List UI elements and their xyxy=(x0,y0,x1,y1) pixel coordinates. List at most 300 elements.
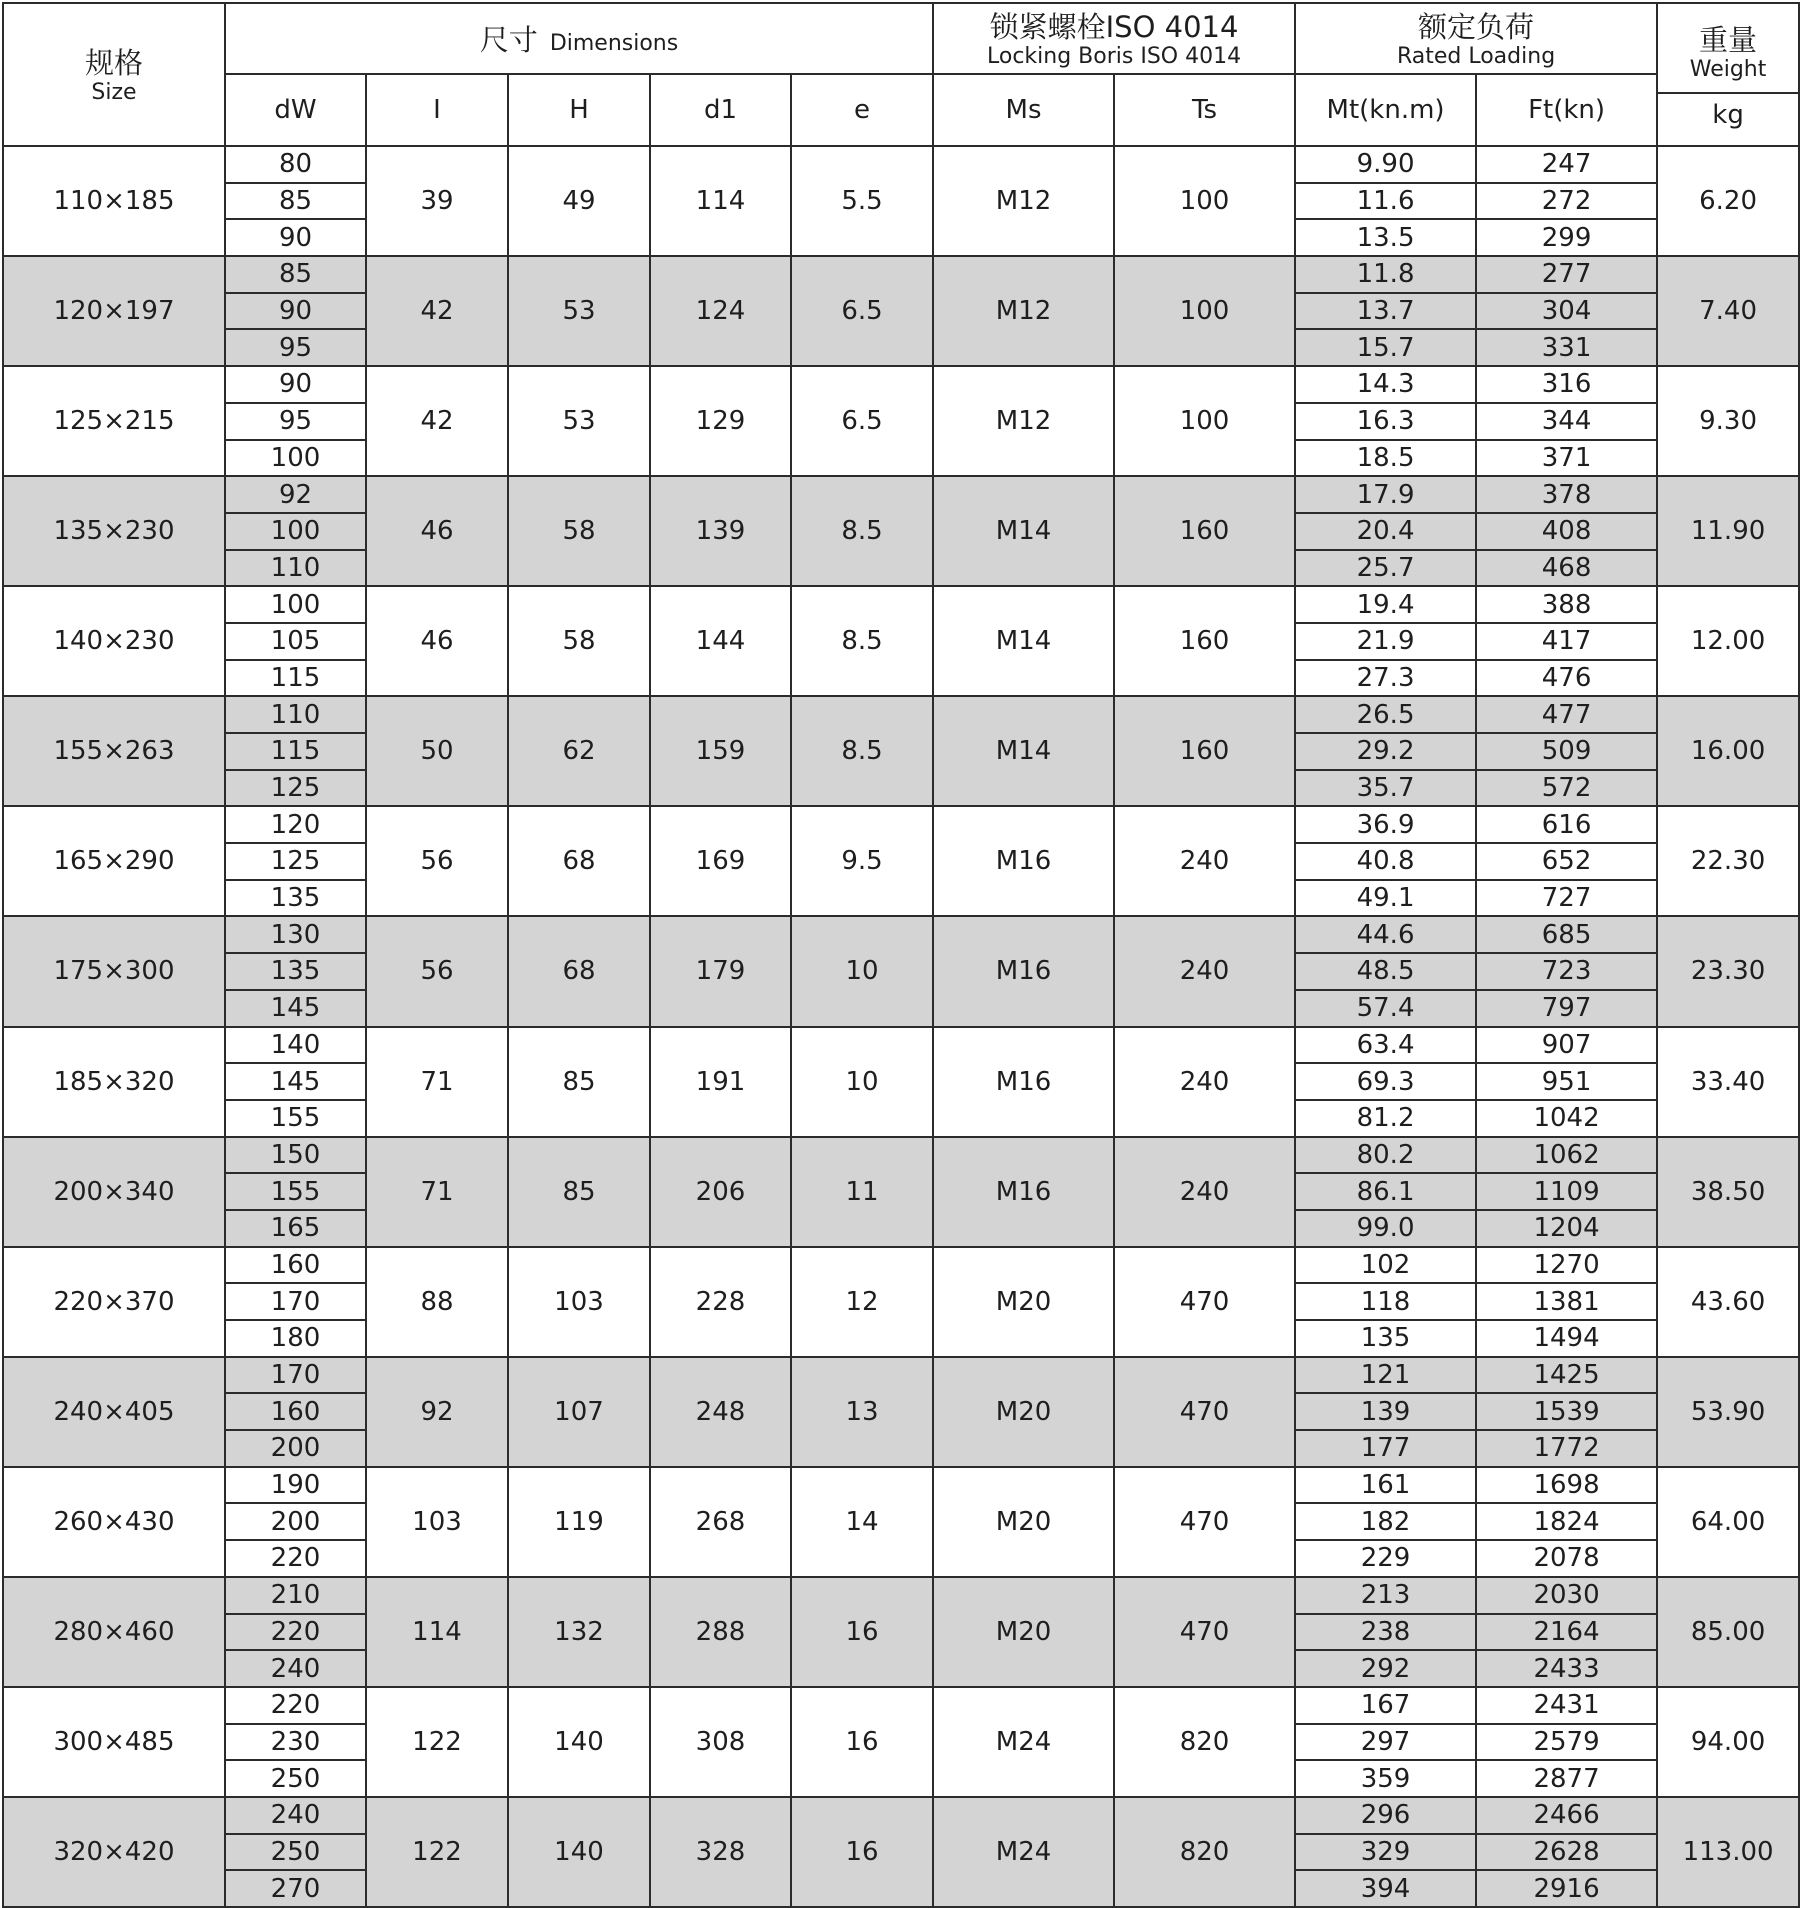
ft-cell: 652 xyxy=(1476,843,1657,880)
dim-e-cell: 5.5 xyxy=(791,146,933,256)
mt-cell: 57.4 xyxy=(1295,990,1476,1027)
ft-cell: 371 xyxy=(1476,440,1657,477)
bolt-ts-cell: 240 xyxy=(1114,806,1295,916)
weight-cell: 12.00 xyxy=(1657,586,1799,696)
table-row xyxy=(3,1247,1799,1284)
table-row xyxy=(3,366,1799,403)
ft-cell: 417 xyxy=(1476,623,1657,660)
table-row xyxy=(3,256,1799,293)
ft-cell: 388 xyxy=(1476,586,1657,623)
dw-cell: 100 xyxy=(225,440,366,477)
dw-cell: 145 xyxy=(225,990,366,1027)
dim-h-cell: 140 xyxy=(508,1687,650,1797)
dim-e-cell: 8.5 xyxy=(791,476,933,586)
mt-cell: 16.3 xyxy=(1295,403,1476,440)
col-header-h: H xyxy=(508,74,650,146)
dim-h-cell: 49 xyxy=(508,146,650,256)
dim-e-cell: 12 xyxy=(791,1247,933,1357)
bolt-ms-cell: M24 xyxy=(933,1687,1114,1797)
weight-unit: kg xyxy=(1658,92,1798,130)
dw-cell: 90 xyxy=(225,366,366,403)
bolt-ts-cell: 160 xyxy=(1114,696,1295,806)
mt-cell: 292 xyxy=(1295,1650,1476,1687)
mt-cell: 35.7 xyxy=(1295,770,1476,807)
mt-cell: 48.5 xyxy=(1295,953,1476,990)
dw-cell: 120 xyxy=(225,806,366,843)
bolt-ms-cell: M14 xyxy=(933,696,1114,806)
mt-cell: 13.5 xyxy=(1295,219,1476,256)
dim-i-cell: 92 xyxy=(366,1357,508,1467)
dim-d1-cell: 308 xyxy=(650,1687,791,1797)
table-row xyxy=(3,1357,1799,1394)
dim-h-cell: 58 xyxy=(508,586,650,696)
bolt-ms-cell: M16 xyxy=(933,1027,1114,1137)
mt-cell: 167 xyxy=(1295,1687,1476,1724)
mt-cell: 49.1 xyxy=(1295,880,1476,917)
dim-h-cell: 53 xyxy=(508,256,650,366)
size-cell: 155×263 xyxy=(3,696,225,806)
dw-cell: 160 xyxy=(225,1247,366,1284)
ft-cell: 1824 xyxy=(1476,1503,1657,1540)
dim-h-cell: 58 xyxy=(508,476,650,586)
size-cell: 135×230 xyxy=(3,476,225,586)
col-header-i: I xyxy=(366,74,508,146)
dim-e-cell: 10 xyxy=(791,916,933,1026)
mt-cell: 135 xyxy=(1295,1320,1476,1357)
dim-h-cell: 85 xyxy=(508,1027,650,1137)
dim-d1-cell: 206 xyxy=(650,1137,791,1247)
ft-cell: 331 xyxy=(1476,329,1657,366)
table-row xyxy=(3,586,1799,623)
ft-cell: 2030 xyxy=(1476,1577,1657,1614)
dim-e-cell: 16 xyxy=(791,1687,933,1797)
dw-cell: 85 xyxy=(225,256,366,293)
weight-header xyxy=(1657,3,1799,146)
dw-cell: 105 xyxy=(225,623,366,660)
bolt-ms-cell: M12 xyxy=(933,256,1114,366)
dw-cell: 135 xyxy=(225,880,366,917)
dw-cell: 170 xyxy=(225,1283,366,1320)
table-row xyxy=(3,1577,1799,1614)
dim-i-cell: 42 xyxy=(366,256,508,366)
bolt-ms-cell: M14 xyxy=(933,586,1114,696)
ft-cell: 316 xyxy=(1476,366,1657,403)
weight-cell: 94.00 xyxy=(1657,1687,1799,1797)
ft-cell: 1109 xyxy=(1476,1173,1657,1210)
dim-h-cell: 103 xyxy=(508,1247,650,1357)
bolt-ts-cell: 470 xyxy=(1114,1247,1295,1357)
table-row xyxy=(3,146,1799,183)
dw-cell: 125 xyxy=(225,843,366,880)
locking-bolts-header-zh: 锁紧螺栓ISO 4014 xyxy=(989,9,1239,44)
col-header-dw: dW xyxy=(225,74,366,146)
ft-cell: 509 xyxy=(1476,733,1657,770)
dim-h-cell: 107 xyxy=(508,1357,650,1467)
mt-cell: 14.3 xyxy=(1295,366,1476,403)
dw-cell: 230 xyxy=(225,1724,366,1761)
dw-cell: 210 xyxy=(225,1577,366,1614)
ft-cell: 1772 xyxy=(1476,1430,1657,1467)
dim-h-cell: 132 xyxy=(508,1577,650,1687)
ft-cell: 1494 xyxy=(1476,1320,1657,1357)
dim-e-cell: 9.5 xyxy=(791,806,933,916)
dw-cell: 180 xyxy=(225,1320,366,1357)
weight-cell: 113.00 xyxy=(1657,1797,1799,1907)
dw-cell: 160 xyxy=(225,1393,366,1430)
ft-cell: 2431 xyxy=(1476,1687,1657,1724)
size-cell: 300×485 xyxy=(3,1687,225,1797)
ft-cell: 2078 xyxy=(1476,1540,1657,1577)
dw-cell: 155 xyxy=(225,1100,366,1137)
size-cell: 140×230 xyxy=(3,586,225,696)
mt-cell: 86.1 xyxy=(1295,1173,1476,1210)
ft-cell: 2916 xyxy=(1476,1870,1657,1907)
bolt-ts-cell: 470 xyxy=(1114,1357,1295,1467)
bolt-ts-cell: 240 xyxy=(1114,1137,1295,1247)
dw-cell: 220 xyxy=(225,1540,366,1577)
dw-cell: 240 xyxy=(225,1650,366,1687)
ft-cell: 1425 xyxy=(1476,1357,1657,1394)
rated-loading-header xyxy=(1295,3,1657,74)
weight-cell: 85.00 xyxy=(1657,1577,1799,1687)
dim-d1-cell: 328 xyxy=(650,1797,791,1907)
spec-table xyxy=(2,2,1800,1908)
col-header-ft: Ft(kn) xyxy=(1476,74,1657,146)
dw-cell: 95 xyxy=(225,403,366,440)
dw-cell: 155 xyxy=(225,1173,366,1210)
locking-bolts-header xyxy=(933,3,1295,74)
mt-cell: 9.90 xyxy=(1295,146,1476,183)
weight-cell: 33.40 xyxy=(1657,1027,1799,1137)
size-cell: 200×340 xyxy=(3,1137,225,1247)
col-header-d1: d1 xyxy=(650,74,791,146)
dim-d1-cell: 191 xyxy=(650,1027,791,1137)
mt-cell: 238 xyxy=(1295,1614,1476,1651)
ft-cell: 468 xyxy=(1476,550,1657,587)
weight-cell: 43.60 xyxy=(1657,1247,1799,1357)
size-cell: 120×197 xyxy=(3,256,225,366)
weight-cell: 22.30 xyxy=(1657,806,1799,916)
mt-cell: 69.3 xyxy=(1295,1063,1476,1100)
dim-i-cell: 39 xyxy=(366,146,508,256)
bolt-ms-cell: M16 xyxy=(933,806,1114,916)
dw-cell: 250 xyxy=(225,1760,366,1797)
ft-cell: 2628 xyxy=(1476,1834,1657,1871)
ft-cell: 272 xyxy=(1476,183,1657,220)
bolt-ts-cell: 100 xyxy=(1114,366,1295,476)
bolt-ts-cell: 470 xyxy=(1114,1467,1295,1577)
weight-cell: 7.40 xyxy=(1657,256,1799,366)
dim-e-cell: 13 xyxy=(791,1357,933,1467)
dw-cell: 250 xyxy=(225,1834,366,1871)
ft-cell: 1062 xyxy=(1476,1137,1657,1174)
weight-cell: 64.00 xyxy=(1657,1467,1799,1577)
mt-cell: 99.0 xyxy=(1295,1210,1476,1247)
table-row xyxy=(3,1687,1799,1724)
mt-cell: 18.5 xyxy=(1295,440,1476,477)
dw-cell: 270 xyxy=(225,1870,366,1907)
size-header-zh: 规格 xyxy=(84,45,143,80)
size-cell: 110×185 xyxy=(3,146,225,256)
mt-cell: 25.7 xyxy=(1295,550,1476,587)
dw-cell: 135 xyxy=(225,953,366,990)
dim-d1-cell: 139 xyxy=(650,476,791,586)
weight-cell: 11.90 xyxy=(1657,476,1799,586)
ft-cell: 572 xyxy=(1476,770,1657,807)
bolt-ms-cell: M24 xyxy=(933,1797,1114,1907)
dimensions-header xyxy=(225,3,933,74)
dimensions-header-zh: 尺寸 xyxy=(479,23,538,57)
ft-cell: 408 xyxy=(1476,513,1657,550)
ft-cell: 1698 xyxy=(1476,1467,1657,1504)
table-row xyxy=(3,1027,1799,1064)
mt-cell: 118 xyxy=(1295,1283,1476,1320)
col-header-e: e xyxy=(791,74,933,146)
mt-cell: 213 xyxy=(1295,1577,1476,1614)
rated-loading-header-zh: 额定负荷 xyxy=(1418,9,1535,44)
dw-cell: 200 xyxy=(225,1503,366,1540)
mt-cell: 80.2 xyxy=(1295,1137,1476,1174)
bolt-ts-cell: 820 xyxy=(1114,1797,1295,1907)
ft-cell: 723 xyxy=(1476,953,1657,990)
size-cell: 260×430 xyxy=(3,1467,225,1577)
dim-e-cell: 6.5 xyxy=(791,366,933,476)
size-cell: 220×370 xyxy=(3,1247,225,1357)
dim-h-cell: 140 xyxy=(508,1797,650,1907)
ft-cell: 616 xyxy=(1476,806,1657,843)
dim-i-cell: 103 xyxy=(366,1467,508,1577)
size-cell: 240×405 xyxy=(3,1357,225,1467)
dim-d1-cell: 129 xyxy=(650,366,791,476)
bolt-ms-cell: M20 xyxy=(933,1467,1114,1577)
weight-cell: 6.20 xyxy=(1657,146,1799,256)
dw-cell: 100 xyxy=(225,586,366,623)
dw-cell: 80 xyxy=(225,146,366,183)
dw-cell: 150 xyxy=(225,1137,366,1174)
table-row xyxy=(3,1797,1799,1834)
dw-cell: 110 xyxy=(225,550,366,587)
bolt-ms-cell: M16 xyxy=(933,916,1114,1026)
dw-cell: 170 xyxy=(225,1357,366,1394)
ft-cell: 2433 xyxy=(1476,1650,1657,1687)
mt-cell: 44.6 xyxy=(1295,916,1476,953)
bolt-ts-cell: 100 xyxy=(1114,256,1295,366)
bolt-ts-cell: 240 xyxy=(1114,916,1295,1026)
bolt-ts-cell: 240 xyxy=(1114,1027,1295,1137)
ft-cell: 1270 xyxy=(1476,1247,1657,1284)
ft-cell: 727 xyxy=(1476,880,1657,917)
mt-cell: 29.2 xyxy=(1295,733,1476,770)
dw-cell: 240 xyxy=(225,1797,366,1834)
ft-cell: 277 xyxy=(1476,256,1657,293)
dw-cell: 140 xyxy=(225,1027,366,1064)
dim-i-cell: 46 xyxy=(366,586,508,696)
table-row xyxy=(3,1137,1799,1174)
mt-cell: 19.4 xyxy=(1295,586,1476,623)
bolt-ts-cell: 160 xyxy=(1114,476,1295,586)
ft-cell: 1204 xyxy=(1476,1210,1657,1247)
dim-d1-cell: 159 xyxy=(650,696,791,806)
mt-cell: 161 xyxy=(1295,1467,1476,1504)
dim-e-cell: 6.5 xyxy=(791,256,933,366)
weight-cell: 38.50 xyxy=(1657,1137,1799,1247)
size-header xyxy=(3,3,225,146)
size-cell: 125×215 xyxy=(3,366,225,476)
bolt-ms-cell: M12 xyxy=(933,366,1114,476)
dim-h-cell: 119 xyxy=(508,1467,650,1577)
dw-cell: 115 xyxy=(225,733,366,770)
ft-cell: 1381 xyxy=(1476,1283,1657,1320)
dw-cell: 165 xyxy=(225,1210,366,1247)
weight-cell: 16.00 xyxy=(1657,696,1799,806)
ft-cell: 2164 xyxy=(1476,1614,1657,1651)
mt-cell: 36.9 xyxy=(1295,806,1476,843)
dw-cell: 110 xyxy=(225,696,366,733)
table-header xyxy=(3,3,1799,146)
dim-e-cell: 16 xyxy=(791,1797,933,1907)
weight-header-zh: 重量 xyxy=(1699,23,1758,57)
mt-cell: 27.3 xyxy=(1295,660,1476,697)
dw-cell: 100 xyxy=(225,513,366,550)
dim-h-cell: 68 xyxy=(508,916,650,1026)
dim-d1-cell: 228 xyxy=(650,1247,791,1357)
dim-i-cell: 50 xyxy=(366,696,508,806)
dim-d1-cell: 248 xyxy=(650,1357,791,1467)
ft-cell: 951 xyxy=(1476,1063,1657,1100)
mt-cell: 20.4 xyxy=(1295,513,1476,550)
ft-cell: 2877 xyxy=(1476,1760,1657,1797)
dw-cell: 90 xyxy=(225,293,366,330)
mt-cell: 17.9 xyxy=(1295,476,1476,513)
dim-e-cell: 16 xyxy=(791,1577,933,1687)
dw-cell: 190 xyxy=(225,1467,366,1504)
dim-e-cell: 10 xyxy=(791,1027,933,1137)
bolt-ts-cell: 160 xyxy=(1114,586,1295,696)
bolt-ts-cell: 820 xyxy=(1114,1687,1295,1797)
dim-i-cell: 71 xyxy=(366,1027,508,1137)
bolt-ms-cell: M20 xyxy=(933,1577,1114,1687)
dw-cell: 145 xyxy=(225,1063,366,1100)
dim-e-cell: 8.5 xyxy=(791,586,933,696)
mt-cell: 182 xyxy=(1295,1503,1476,1540)
mt-cell: 359 xyxy=(1295,1760,1476,1797)
dw-cell: 200 xyxy=(225,1430,366,1467)
locking-bolts-header-en: Locking Boris ISO 4014 xyxy=(986,43,1242,69)
ft-cell: 685 xyxy=(1476,916,1657,953)
bolt-ms-cell: M20 xyxy=(933,1357,1114,1467)
bolt-ms-cell: M14 xyxy=(933,476,1114,586)
mt-cell: 11.6 xyxy=(1295,183,1476,220)
dimensions-header-en: Dimensions xyxy=(549,31,679,56)
mt-cell: 63.4 xyxy=(1295,1027,1476,1064)
dim-d1-cell: 124 xyxy=(650,256,791,366)
dim-e-cell: 14 xyxy=(791,1467,933,1577)
dw-cell: 115 xyxy=(225,660,366,697)
dim-i-cell: 122 xyxy=(366,1797,508,1907)
dim-h-cell: 68 xyxy=(508,806,650,916)
bolt-ms-cell: M20 xyxy=(933,1247,1114,1357)
dim-h-cell: 62 xyxy=(508,696,650,806)
dim-h-cell: 85 xyxy=(508,1137,650,1247)
dim-i-cell: 56 xyxy=(366,916,508,1026)
size-cell: 185×320 xyxy=(3,1027,225,1137)
dim-i-cell: 56 xyxy=(366,806,508,916)
bolt-ms-cell: M12 xyxy=(933,146,1114,256)
weight-cell: 23.30 xyxy=(1657,916,1799,1026)
dim-d1-cell: 288 xyxy=(650,1577,791,1687)
table-row xyxy=(3,476,1799,513)
dim-e-cell: 8.5 xyxy=(791,696,933,806)
table-row xyxy=(3,916,1799,953)
ft-cell: 247 xyxy=(1476,146,1657,183)
ft-cell: 797 xyxy=(1476,990,1657,1027)
size-cell: 175×300 xyxy=(3,916,225,1026)
dim-i-cell: 88 xyxy=(366,1247,508,1357)
dim-d1-cell: 268 xyxy=(650,1467,791,1577)
ft-cell: 304 xyxy=(1476,293,1657,330)
mt-cell: 296 xyxy=(1295,1797,1476,1834)
mt-cell: 26.5 xyxy=(1295,696,1476,733)
dim-h-cell: 53 xyxy=(508,366,650,476)
ft-cell: 1539 xyxy=(1476,1393,1657,1430)
ft-cell: 378 xyxy=(1476,476,1657,513)
ft-cell: 477 xyxy=(1476,696,1657,733)
dw-cell: 220 xyxy=(225,1614,366,1651)
dim-i-cell: 114 xyxy=(366,1577,508,1687)
dim-i-cell: 122 xyxy=(366,1687,508,1797)
ft-cell: 907 xyxy=(1476,1027,1657,1064)
size-cell: 165×290 xyxy=(3,806,225,916)
mt-cell: 15.7 xyxy=(1295,329,1476,366)
mt-cell: 139 xyxy=(1295,1393,1476,1430)
mt-cell: 40.8 xyxy=(1295,843,1476,880)
dw-cell: 85 xyxy=(225,183,366,220)
dw-cell: 90 xyxy=(225,219,366,256)
dim-e-cell: 11 xyxy=(791,1137,933,1247)
dim-d1-cell: 144 xyxy=(650,586,791,696)
ft-cell: 2579 xyxy=(1476,1724,1657,1761)
mt-cell: 21.9 xyxy=(1295,623,1476,660)
table-row xyxy=(3,806,1799,843)
col-header-ms: Ms xyxy=(933,74,1114,146)
bolt-ts-cell: 100 xyxy=(1114,146,1295,256)
mt-cell: 13.7 xyxy=(1295,293,1476,330)
mt-cell: 329 xyxy=(1295,1834,1476,1871)
table-row xyxy=(3,1467,1799,1504)
table-body xyxy=(3,146,1799,1907)
col-header-ts: Ts xyxy=(1114,74,1295,146)
mt-cell: 121 xyxy=(1295,1357,1476,1394)
dim-d1-cell: 169 xyxy=(650,806,791,916)
weight-cell: 53.90 xyxy=(1657,1357,1799,1467)
dim-i-cell: 46 xyxy=(366,476,508,586)
ft-cell: 2466 xyxy=(1476,1797,1657,1834)
mt-cell: 297 xyxy=(1295,1724,1476,1761)
mt-cell: 81.2 xyxy=(1295,1100,1476,1137)
dim-i-cell: 71 xyxy=(366,1137,508,1247)
mt-cell: 102 xyxy=(1295,1247,1476,1284)
size-header-en: Size xyxy=(91,79,137,105)
mt-cell: 229 xyxy=(1295,1540,1476,1577)
bolt-ms-cell: M16 xyxy=(933,1137,1114,1247)
dw-cell: 92 xyxy=(225,476,366,513)
mt-cell: 11.8 xyxy=(1295,256,1476,293)
col-header-mt: Mt(kn.m) xyxy=(1295,74,1476,146)
weight-header-en: Weight xyxy=(1689,57,1767,82)
mt-cell: 394 xyxy=(1295,1870,1476,1907)
ft-cell: 344 xyxy=(1476,403,1657,440)
dim-d1-cell: 179 xyxy=(650,916,791,1026)
